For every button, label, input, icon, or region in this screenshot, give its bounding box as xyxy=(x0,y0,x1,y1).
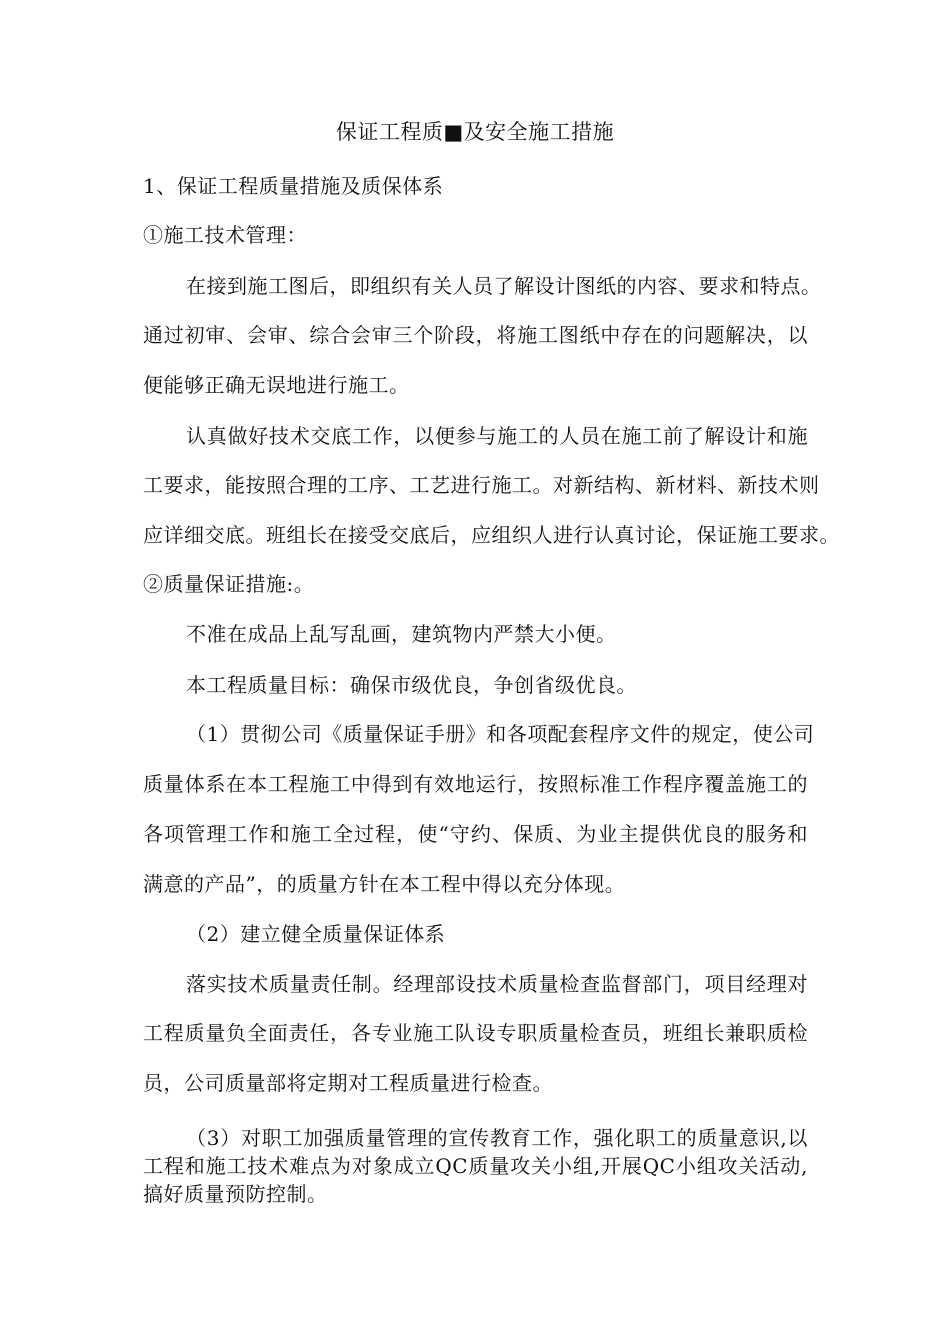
paragraph-line: 认真做好技术交底工作，以便参与施工的人员在施工前了解设计和施 xyxy=(186,424,808,448)
paragraph-line: 落实技术质量责任制。经理部设技术质量检查监督部门，项目经理对 xyxy=(186,972,808,996)
paragraph-line: 不准在成品上乱写乱画，建筑物内严禁大小便。 xyxy=(186,622,617,646)
paragraph-line: 通过初审、会审、综合会审三个阶段，将施工图纸中存在的问题解决，以 xyxy=(143,323,808,347)
subsection-heading: ①施工技术管理： xyxy=(143,223,307,247)
paragraph-line: 本工程质量目标：确保市级优良，争创省级优良。 xyxy=(186,673,637,697)
paragraph-line: 应详细交底。班组长在接受交底后，应组织人进行认真讨论，保证施工要求。 xyxy=(143,523,840,547)
page-title: 保证工程质■及安全施工措施 xyxy=(335,120,615,144)
section-heading: 1、保证工程质量措施及质保体系 xyxy=(143,174,444,198)
paragraph-line: 便能够正确无误地进行施工。 xyxy=(143,373,410,397)
paragraph-line: （1）贯彻公司《质量保证手册》和各项配套程序文件的规定，使公司 xyxy=(186,722,815,746)
paragraph-line: 质量体系在本工程施工中得到有效地运行，按照标准工作程序覆盖施工的 xyxy=(143,772,808,796)
subsection-heading: ②质量保证措施:。 xyxy=(143,572,315,596)
paragraph-line: 工程质量负全面责任，各专业施工队设专职质量检查员，班组长兼职质检 xyxy=(143,1021,808,1045)
paragraph-line: 在接到施工图后，即组织有关人员了解设计图纸的内容、要求和特点。 xyxy=(186,274,822,298)
paragraph-line: （2）建立健全质量保证体系 xyxy=(186,922,446,946)
paragraph-line: 满意的产品”，的质量方针在本工程中得以充分体现。 xyxy=(143,872,626,896)
paragraph-line: （3）对职工加强质量管理的宣传教育工作，强化职工的质量意识,以 xyxy=(186,1126,808,1150)
paragraph-line: 搞好质量预防控制。 xyxy=(143,1182,328,1206)
paragraph-line: 员，公司质量部将定期对工程质量进行检查。 xyxy=(143,1071,553,1095)
paragraph-line: 工程和施工技术难点为对象成立QC质量攻关小组,开展QC小组攻关活动, xyxy=(143,1154,808,1178)
paragraph-line: 工要求，能按照合理的工序、工艺进行施工。对新结构、新材料、新技术则 xyxy=(143,473,820,497)
paragraph-line: 各项管理工作和施工全过程，使“守约、保质、为业主提供优良的服务和 xyxy=(143,822,808,846)
